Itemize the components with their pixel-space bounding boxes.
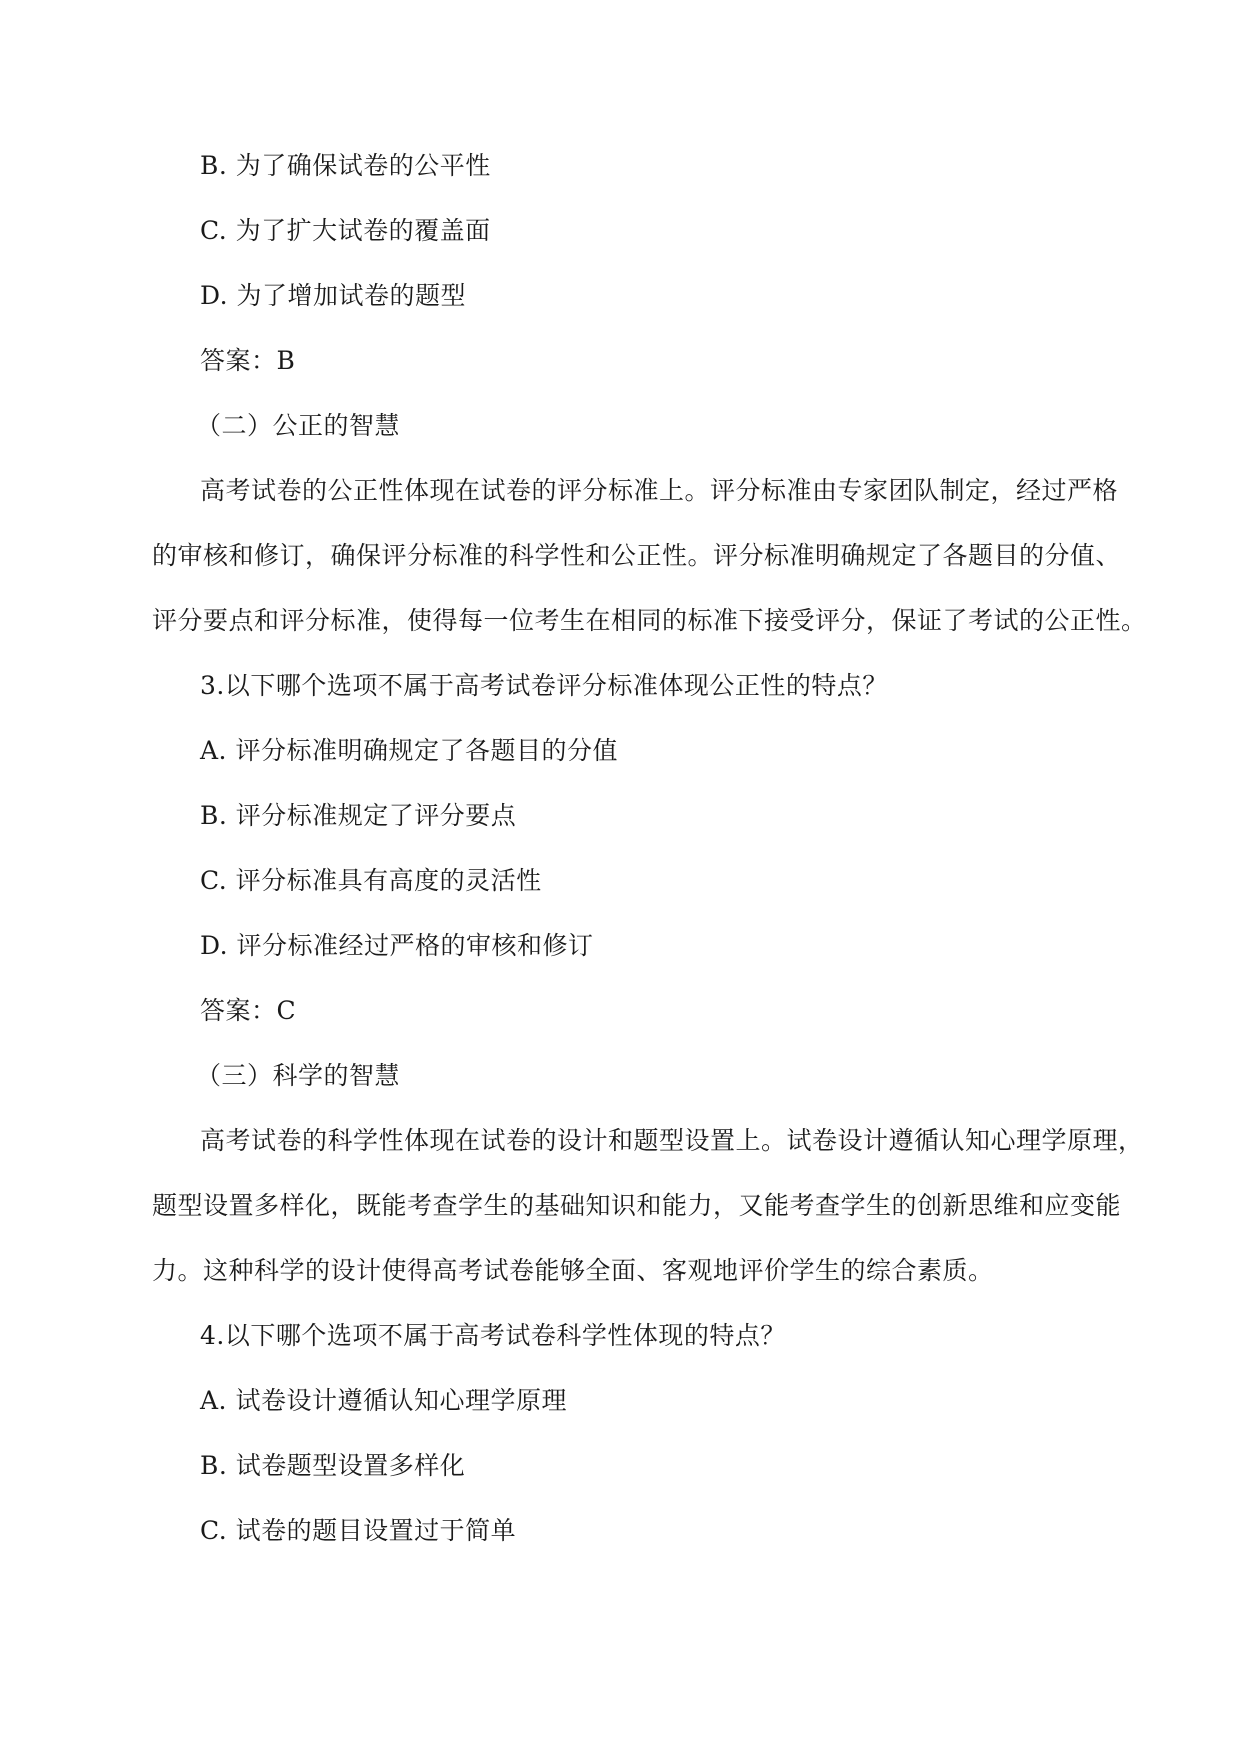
q3-option-c: C. 评分标准具有高度的灵活性 (200, 866, 542, 895)
section3-heading: （三）科学的智慧 (196, 1061, 401, 1090)
q4-option-c: C. 试卷的题目设置过于简单 (200, 1516, 517, 1545)
q2-option-d: D. 为了增加试卷的题型 (200, 281, 467, 310)
q4-option-a: A. 试卷设计遵循认知心理学原理 (200, 1386, 567, 1415)
q3-option-a: A. 评分标准明确规定了各题目的分值 (200, 736, 618, 765)
section2-para-line2: 的审核和修订，确保评分标准的科学性和公正性。评分标准明确规定了各题目的分值、 (152, 541, 1122, 570)
q4-option-b: B. 试卷题型设置多样化 (200, 1451, 466, 1480)
q4-question: 4.以下哪个选项不属于高考试卷科学性体现的特点？ (200, 1321, 786, 1350)
q3-question: 3.以下哪个选项不属于高考试卷评分标准体现公正性的特点？ (200, 671, 888, 700)
q3-option-b: B. 评分标准规定了评分要点 (200, 801, 517, 830)
q2-option-b: B. 为了确保试卷的公平性 (200, 151, 491, 180)
section3-para-line1: 高考试卷的科学性体现在试卷的设计和题型设置上。试卷设计遵循认知心理学原理， (200, 1126, 1144, 1155)
section3-para-line2: 题型设置多样化，既能考查学生的基础知识和能力，又能考查学生的创新思维和应变能 (152, 1191, 1122, 1220)
section3-para-line3: 力。这种科学的设计使得高考试卷能够全面、客观地评价学生的综合素质。 (152, 1256, 994, 1285)
q2-answer: 答案：B (200, 346, 296, 375)
section2-heading: （二）公正的智慧 (196, 411, 401, 440)
section2-para-line3: 评分要点和评分标准，使得每一位考生在相同的标准下接受评分，保证了考试的公正性。 (152, 606, 1147, 635)
q3-option-d: D. 评分标准经过严格的审核和修订 (200, 931, 594, 960)
section2-para-line1: 高考试卷的公正性体现在试卷的评分标准上。评分标准由专家团队制定，经过严格 (200, 476, 1119, 505)
q2-option-c: C. 为了扩大试卷的覆盖面 (200, 216, 491, 245)
q3-answer: 答案：C (200, 996, 297, 1025)
